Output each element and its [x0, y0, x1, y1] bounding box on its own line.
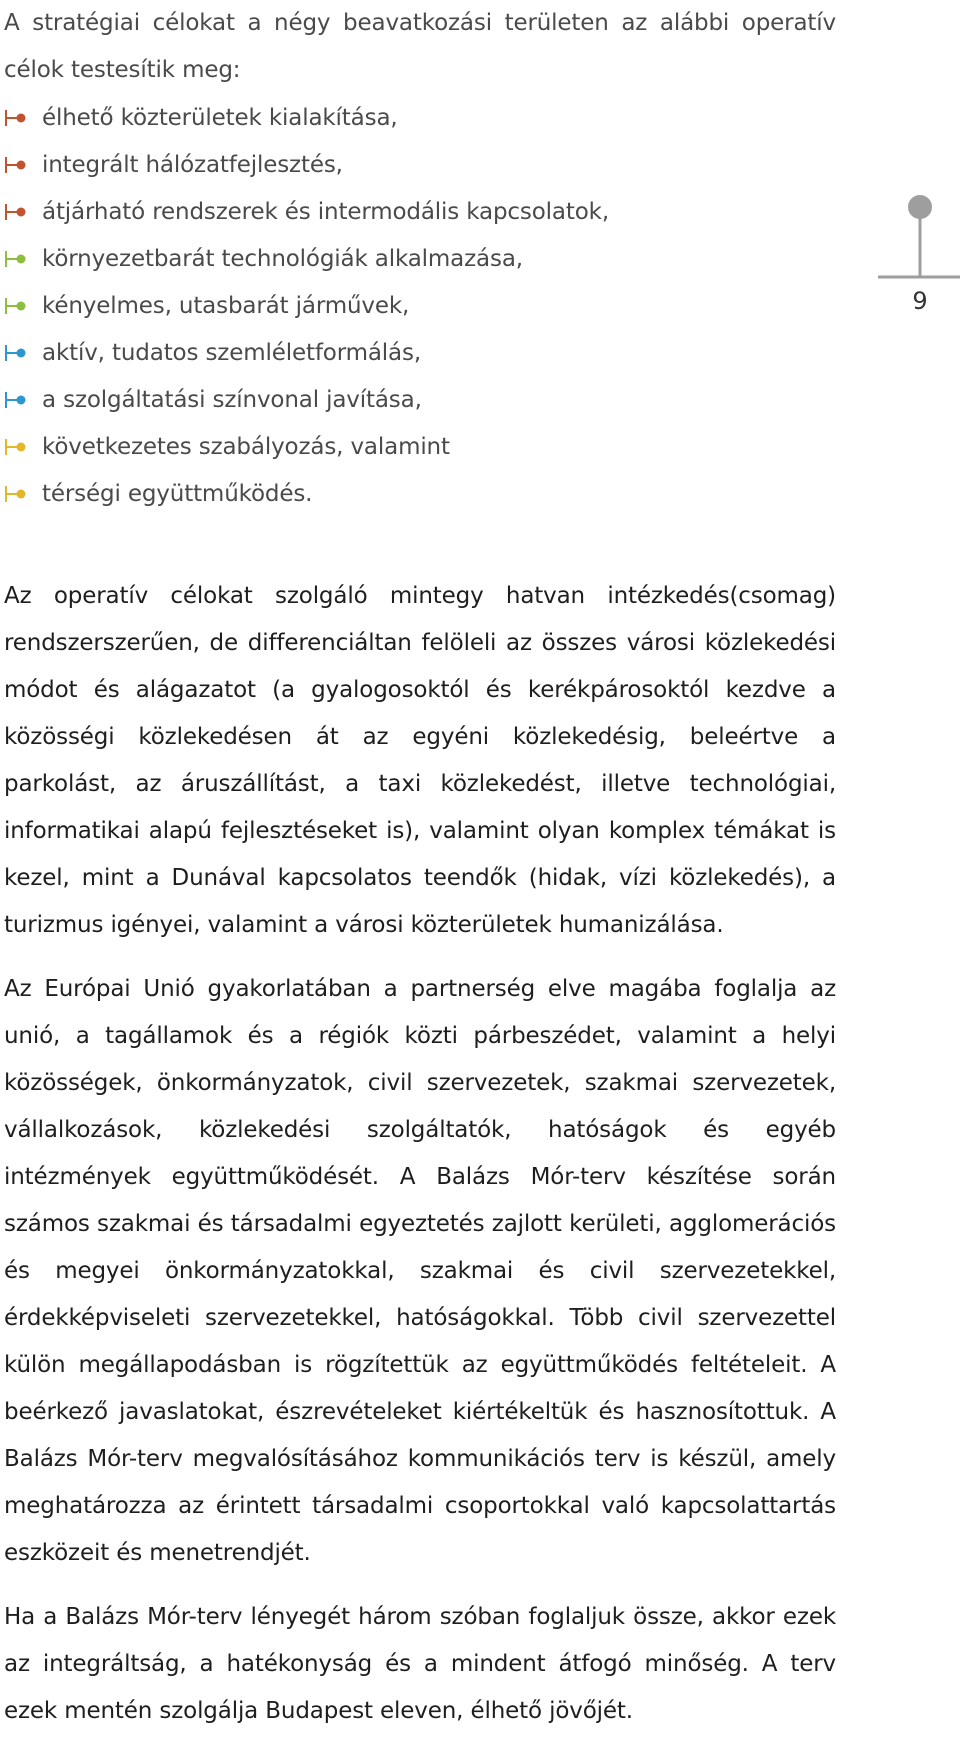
bullet-marker-icon: [4, 388, 42, 412]
page-number: 9: [912, 287, 928, 315]
list-item: [4, 376, 836, 423]
body-paragraph: Ha a Balázs Mór-terv lényegét három szóban foglaljuk össze, akkor ezek az integráltság, a hatékonyság és a mindent átfogó minőség. A terv ezek mentén szolgálja Budapest eleven, élhető jövőjét.: [4, 1604, 836, 1724]
list-item-text: kényelmes, utasbarát járművek,: [42, 292, 410, 319]
bullet-marker-icon: [4, 247, 42, 271]
list-item-text: következetes szabályozás, valamint: [42, 433, 450, 460]
body-paragraph: Az Európai Unió gyakorlatában a partnerség elve magába foglalja az unió, a tagállamok és a régiók közti párbeszédet, valamint a helyi közösségek, önkormányzatok, civil szervezetek, szakmai szervezetek, vállalkozások, közlekedési szolgáltatók, hatóságok és egyéb intézmények együttműködését. A Balázs Mór-terv készítése során számos szakmai és társadalmi egyeztetés zajlott kerületi, agglomerációs és megyei önkormányzatokkal, szakmai és civil szervezetekkel, érdekképviseleti szervezetekkel, hatóságokkal. Több civil szervezettel külön megállapodásban is rögzítettük az együttműködés feltételeit. A beérkező javaslatokat, észrevételeket kiértékeltük és hasznosítottuk. A Balázs Mór-terv megvalósításához kommunikációs terv is készül, amely meghatározza az érintett társadalmi csoportokkal való kapcsolattartás eszközeit és menetrendjét.: [4, 976, 836, 1566]
bullet-marker-icon: [4, 200, 42, 224]
list-item: [4, 470, 836, 517]
list-item-text: átjárható rendszerek és intermodális kapcsolatok,: [42, 198, 609, 225]
intro-sentence: A stratégiai célokat a négy beavatkozási területen az alábbi operatív célok testesítik meg:: [4, 10, 836, 83]
bullet-marker-icon: [4, 106, 42, 130]
bullet-marker-icon: [4, 294, 42, 318]
list-item: [4, 94, 836, 141]
body-paragraph: Az operatív célokat szolgáló mintegy hatvan intézkedés(csomag) rendszerszerűen, de differenciáltan felöleli az összes városi közlekedési módot és alágazatot (a gyalogosoktól és kerékpárosoktól kezdve a közösségi közlekedésen át az egyéni közlekedésig, beleértve a parkolást, az áruszállítást, a taxi közlekedést, illetve technológiai, informatikai alapú fejlesztéseket is), valamint olyan komplex témákat is kezel, mint a Dunával kapcsolatos teendők (hidak, vízi közlekedés), a turizmus igényei, valamint a városi közterületek humanizálása.: [4, 583, 836, 938]
list-item: [4, 329, 836, 376]
text-column: [4, 0, 836, 1735]
bullet-marker-icon: [4, 153, 42, 177]
list-item: [4, 141, 836, 188]
list-item-text: integrált hálózatfejlesztés,: [42, 151, 343, 178]
operative-goals-list: [4, 94, 836, 517]
list-item-text: a szolgáltatási színvonal javítása,: [42, 386, 422, 413]
list-item-text: térségi együttműködés.: [42, 480, 313, 507]
bullet-marker-icon: [4, 482, 42, 506]
list-item-text: aktív, tudatos szemléletformálás,: [42, 339, 421, 366]
list-item-text: élhető közterületek kialakítása,: [42, 104, 398, 131]
bullet-marker-icon: [4, 435, 42, 459]
bullet-marker-icon: [4, 341, 42, 365]
list-item: [4, 423, 836, 470]
list-item-text: környezetbarát technológiák alkalmazása,: [42, 245, 523, 272]
list-item: [4, 188, 836, 235]
list-item: [4, 282, 836, 329]
list-item: [4, 235, 836, 282]
